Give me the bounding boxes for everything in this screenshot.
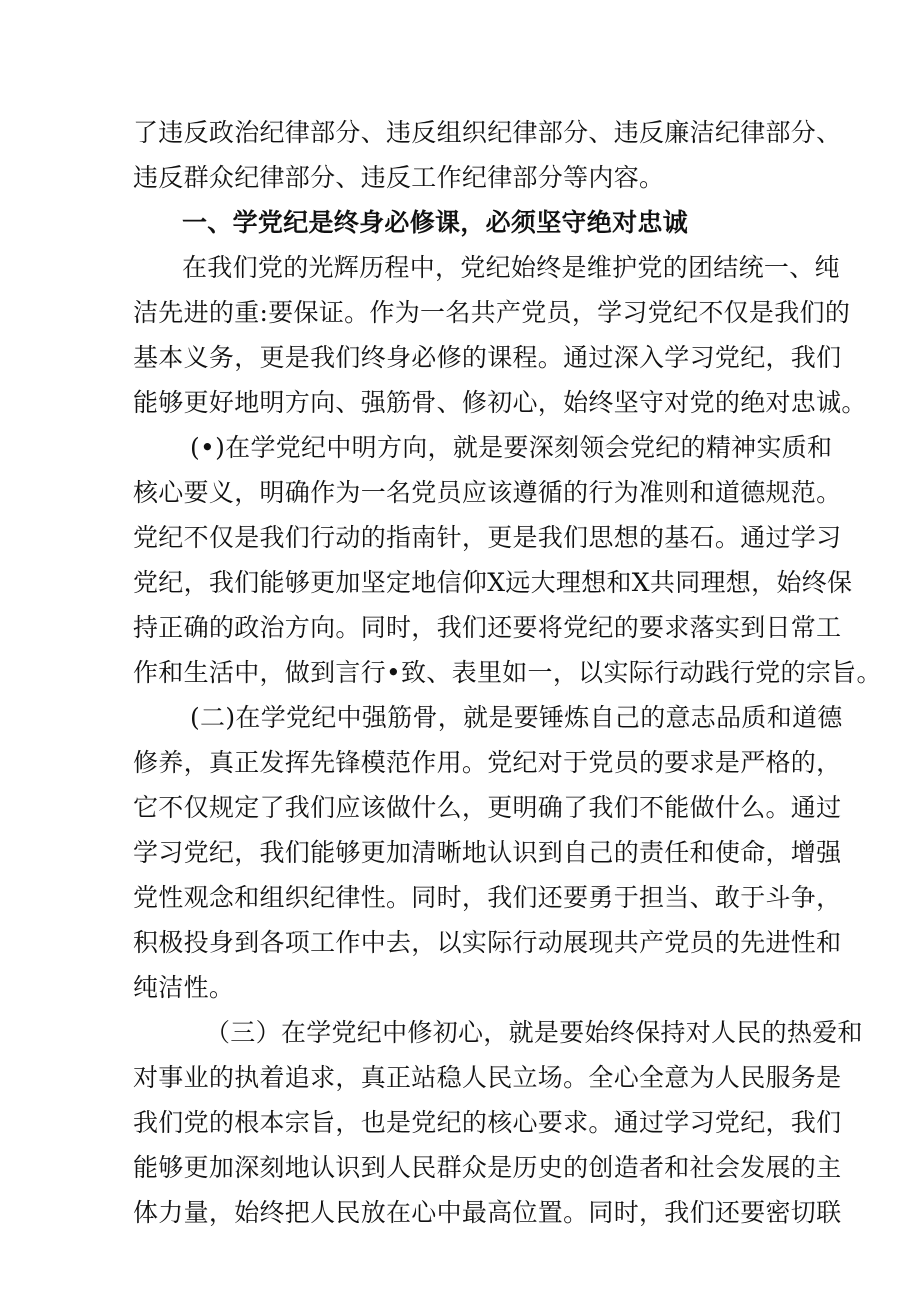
text-line: 党纪，我们能够更加坚定地信仰X远大理想和X共同理想，始终保 [133,568,853,597]
text-line: 洁先进的重:要保证。作为一名共产党员，学习党纪不仅是我们的 [133,298,851,327]
text-line: (二)在学党纪中强筋骨，就是要锤炼自己的意志品质和道德 [190,703,843,732]
text-line: 它不仅规定了我们应该做什么，更明确了我们不能做什么。通过 [133,793,842,822]
text-line: 违反群众纪律部分、违反工作纪律部分等内容。 [133,163,665,192]
section-heading: 一、学党纪是终身必修课，必须坚守绝对忠诚 [182,208,689,237]
text-line: （三）在学党纪中修初心，就是要始终保持对人民的热爱和 [205,1018,863,1047]
text-line: 修养，真正发挥先锋模范作用。党纪对于党员的要求是严格的， [133,748,842,777]
text-line: 基本义务，更是我们终身必修的课程。通过深入学习党纪，我们 [133,343,842,372]
text-line: 对事业的执着追求，真正站稳人民立场。全心全意为人民服务是 [133,1063,842,1092]
text-line: 学习党纪，我们能够更加清晰地认识到自己的责任和使命，增强 [133,838,842,867]
text-line: 纯洁性。 [133,973,235,1002]
text-line: 了违反政治纪律部分、违反组织纪律部分、违反廉洁纪律部分、 [133,118,842,147]
text-line: 能够更加深刻地认识到人民群众是历史的创造者和社会发展的主 [133,1153,842,1182]
text-line: 能够更好地明方向、强筋骨、修初心，始终坚守对党的绝对忠诚。 [133,388,867,417]
text-line: 党纪不仅是我们行动的指南针，更是我们思想的基石。通过学习 [133,523,842,552]
text-line: 体力量，始终把人民放在心中最高位置。同时，我们还要密切联 [133,1198,842,1227]
text-line: 作和生活中，做到言行•致、表里如一，以实际行动践行党的宗旨。 [133,658,882,687]
text-line: 积极投身到各项工作中去，以实际行动展现共产党员的先进性和 [133,928,842,957]
text-line: 我们党的根本宗旨，也是党纪的核心要求。通过学习党纪，我们 [133,1108,842,1137]
text-line: (•)在学党纪中明方向，就是要深刻领会党纪的精神实质和 [190,433,833,462]
text-line: 核心要义，明确作为一名党员应该遵循的行为准则和道德规范。 [133,478,842,507]
text-line: 持正确的政治方向。同时，我们还要将党纪的要求落实到日常工 [133,613,842,642]
text-line: 党性观念和组织纪律性。同时，我们还要勇于担当、敢于斗争， [133,883,842,912]
text-line: 在我们党的光辉历程中，党纪始终是维护党的团结统一、纯 [182,253,840,282]
